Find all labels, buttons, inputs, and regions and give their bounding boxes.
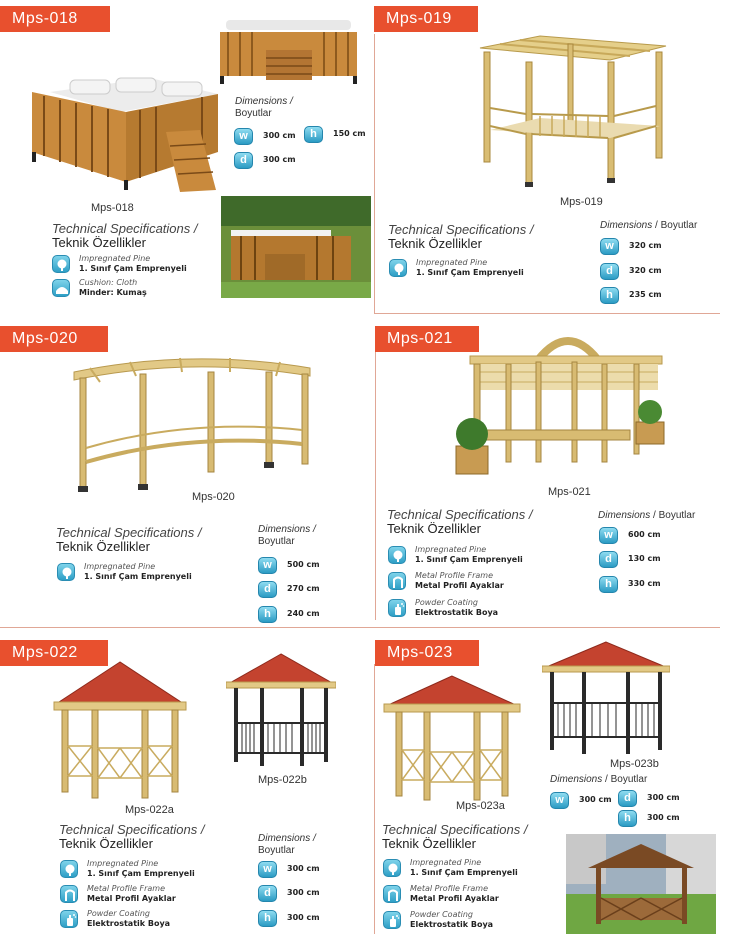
height-icon: h bbox=[258, 606, 277, 623]
height-icon: h bbox=[258, 910, 277, 927]
dimension-depth-mps-023: d 300 cm bbox=[618, 790, 688, 808]
pine-tree-icon bbox=[389, 259, 407, 277]
width-icon: w bbox=[258, 861, 277, 878]
depth-icon: d bbox=[599, 551, 618, 568]
pine-tree-icon bbox=[388, 546, 406, 564]
dimension-width-mps-021: w 600 cm bbox=[599, 527, 679, 545]
vertical-divider-bottom bbox=[374, 664, 375, 934]
model-label-mps-022b: Mps-022b bbox=[258, 774, 307, 786]
spray-icon bbox=[383, 911, 401, 929]
feature-pine-mps-023: Impregnated Pine 1. Sınıf Çam Emprenyeli bbox=[383, 858, 553, 880]
feature-pine-mps-022: Impregnated Pine 1. Sınıf Çam Emprenyeli bbox=[60, 859, 230, 881]
feature-powder-coating-mps-023: Powder Coating Elektrostatik Boya bbox=[383, 910, 553, 932]
horizontal-divider-1 bbox=[374, 313, 720, 314]
spray-icon bbox=[388, 599, 406, 617]
cushion-icon bbox=[52, 279, 70, 297]
model-label-mps-022a: Mps-022a bbox=[125, 804, 174, 816]
badge-mps-020: Mps-020 bbox=[0, 326, 108, 352]
dimension-height-mps-023: h 300 cm bbox=[618, 810, 688, 828]
feature-metal-frame-mps-022: Metal Profile Frame Metal Profil Ayaklar bbox=[60, 884, 230, 906]
product-image-mps-021 bbox=[450, 326, 670, 482]
model-label-mps-018: Mps-018 bbox=[91, 202, 134, 214]
product-image-mps-018 bbox=[30, 72, 220, 194]
dimension-height-mps-021: h 330 cm bbox=[599, 576, 679, 594]
dimension-depth-mps-020: d 270 cm bbox=[258, 581, 338, 599]
dimension-width-mps-020: w 500 cm bbox=[258, 557, 338, 575]
vertical-divider-top bbox=[374, 34, 375, 314]
badge-mps-019: Mps-019 bbox=[374, 6, 478, 32]
dimension-width-mps-018: w 300 cm bbox=[234, 128, 304, 146]
depth-icon: d bbox=[258, 885, 277, 902]
depth-icon: d bbox=[258, 581, 277, 598]
model-label-mps-023a: Mps-023a bbox=[456, 800, 505, 812]
badge-mps-022: Mps-022 bbox=[0, 640, 108, 666]
spec-title-mps-022: Technical Specifications / Teknik Özellikler bbox=[59, 822, 205, 851]
dimensions-title-mps-023: Dimensions / Boyutlar bbox=[550, 774, 648, 785]
product-image-mps-022a bbox=[52, 660, 188, 802]
product-image-mps-020 bbox=[70, 352, 315, 502]
dimension-depth-mps-021: d 130 cm bbox=[599, 551, 679, 569]
pine-tree-icon bbox=[57, 563, 75, 581]
vertical-divider-middle bbox=[375, 350, 376, 620]
depth-icon: d bbox=[600, 263, 619, 280]
dimensions-title-mps-020: Dimensions / Boyutlar bbox=[258, 524, 316, 547]
width-icon: w bbox=[550, 792, 569, 809]
feature-powder-coating-mps-022: Powder Coating Elektrostatik Boya bbox=[60, 909, 230, 931]
feature-pine-mps-021: Impregnated Pine 1. Sınıf Çam Emprenyeli bbox=[388, 545, 558, 567]
dimension-depth-mps-019: d 320 cm bbox=[600, 263, 690, 281]
spec-title-mps-023: Technical Specifications / Teknik Özellikler bbox=[382, 822, 528, 851]
spec-title-mps-018: Technical Specifications / Teknik Özellikler bbox=[52, 221, 198, 250]
model-label-mps-021: Mps-021 bbox=[548, 486, 591, 498]
height-icon: h bbox=[600, 287, 619, 304]
pine-tree-icon bbox=[60, 860, 78, 878]
dimension-depth-mps-022: d 300 cm bbox=[258, 885, 338, 903]
height-icon: h bbox=[618, 810, 637, 827]
model-label-mps-019: Mps-019 bbox=[560, 196, 603, 208]
dimensions-title-mps-022: Dimensions / Boyutlar bbox=[258, 833, 316, 856]
badge-mps-023: Mps-023 bbox=[375, 640, 479, 666]
feature-pine-mps-020: Impregnated Pine 1. Sınıf Çam Emprenyeli bbox=[57, 562, 227, 584]
product-image-mps-018-side bbox=[216, 10, 361, 88]
dimension-width-mps-019: w 320 cm bbox=[600, 238, 690, 256]
photo-mps-018-garden bbox=[221, 196, 371, 298]
spec-title-mps-020: Technical Specifications / Teknik Özellikler bbox=[56, 525, 202, 554]
depth-icon: d bbox=[234, 152, 253, 169]
dimension-height-mps-018: h 150 cm bbox=[304, 126, 374, 144]
metal-frame-icon bbox=[60, 885, 78, 903]
width-icon: w bbox=[258, 557, 277, 574]
feature-cushion-mps-018: Cushion: Cloth Minder: Kumaş bbox=[52, 278, 222, 300]
feature-pine-mps-019: Impregnated Pine 1. Sınıf Çam Emprenyeli bbox=[389, 258, 559, 280]
pine-tree-icon bbox=[383, 859, 401, 877]
horizontal-divider-2 bbox=[0, 627, 720, 628]
spray-icon bbox=[60, 910, 78, 928]
width-icon: w bbox=[234, 128, 253, 145]
product-image-mps-019 bbox=[470, 30, 670, 188]
pine-tree-icon bbox=[52, 255, 70, 273]
dimension-height-mps-019: h 235 cm bbox=[600, 287, 690, 305]
dimensions-title-mps-021: Dimensions / Boyutlar bbox=[598, 510, 696, 521]
dimension-width-mps-023: w 300 cm bbox=[550, 792, 620, 810]
feature-powder-coating-mps-021: Powder Coating Elektrostatik Boya bbox=[388, 598, 558, 620]
metal-frame-icon bbox=[388, 572, 406, 590]
feature-pine-mps-018: Impregnated Pine 1. Sınıf Çam Emprenyeli bbox=[52, 254, 222, 276]
height-icon: h bbox=[304, 126, 323, 143]
dimension-width-mps-022: w 300 cm bbox=[258, 861, 338, 879]
photo-mps-023-garden bbox=[566, 834, 716, 934]
dimension-height-mps-022: h 300 cm bbox=[258, 910, 338, 928]
model-label-mps-020: Mps-020 bbox=[192, 491, 235, 503]
width-icon: w bbox=[600, 238, 619, 255]
depth-icon: d bbox=[618, 790, 637, 807]
badge-mps-021: Mps-021 bbox=[375, 326, 479, 352]
dimensions-title-mps-018: Dimensions / Boyutlar bbox=[235, 96, 293, 119]
badge-mps-018: Mps-018 bbox=[0, 6, 110, 32]
spec-title-mps-021: Technical Specifications / Teknik Özellikler bbox=[387, 507, 533, 536]
spec-title-mps-019: Technical Specifications / Teknik Özellikler bbox=[388, 222, 534, 251]
product-image-mps-022b bbox=[226, 652, 336, 766]
width-icon: w bbox=[599, 527, 618, 544]
dimension-depth-mps-018: d 300 cm bbox=[234, 152, 304, 170]
feature-metal-frame-mps-023: Metal Profile Frame Metal Profil Ayaklar bbox=[383, 884, 553, 906]
dimension-height-mps-020: h 240 cm bbox=[258, 606, 338, 624]
feature-metal-frame-mps-021: Metal Profile Frame Metal Profil Ayaklar bbox=[388, 571, 558, 593]
product-image-mps-023a bbox=[382, 674, 522, 804]
dimensions-title-mps-019: Dimensions / Boyutlar bbox=[600, 220, 698, 231]
metal-frame-icon bbox=[383, 885, 401, 903]
model-label-mps-023b: Mps-023b bbox=[610, 758, 659, 770]
product-image-mps-023b bbox=[542, 640, 670, 756]
height-icon: h bbox=[599, 576, 618, 593]
